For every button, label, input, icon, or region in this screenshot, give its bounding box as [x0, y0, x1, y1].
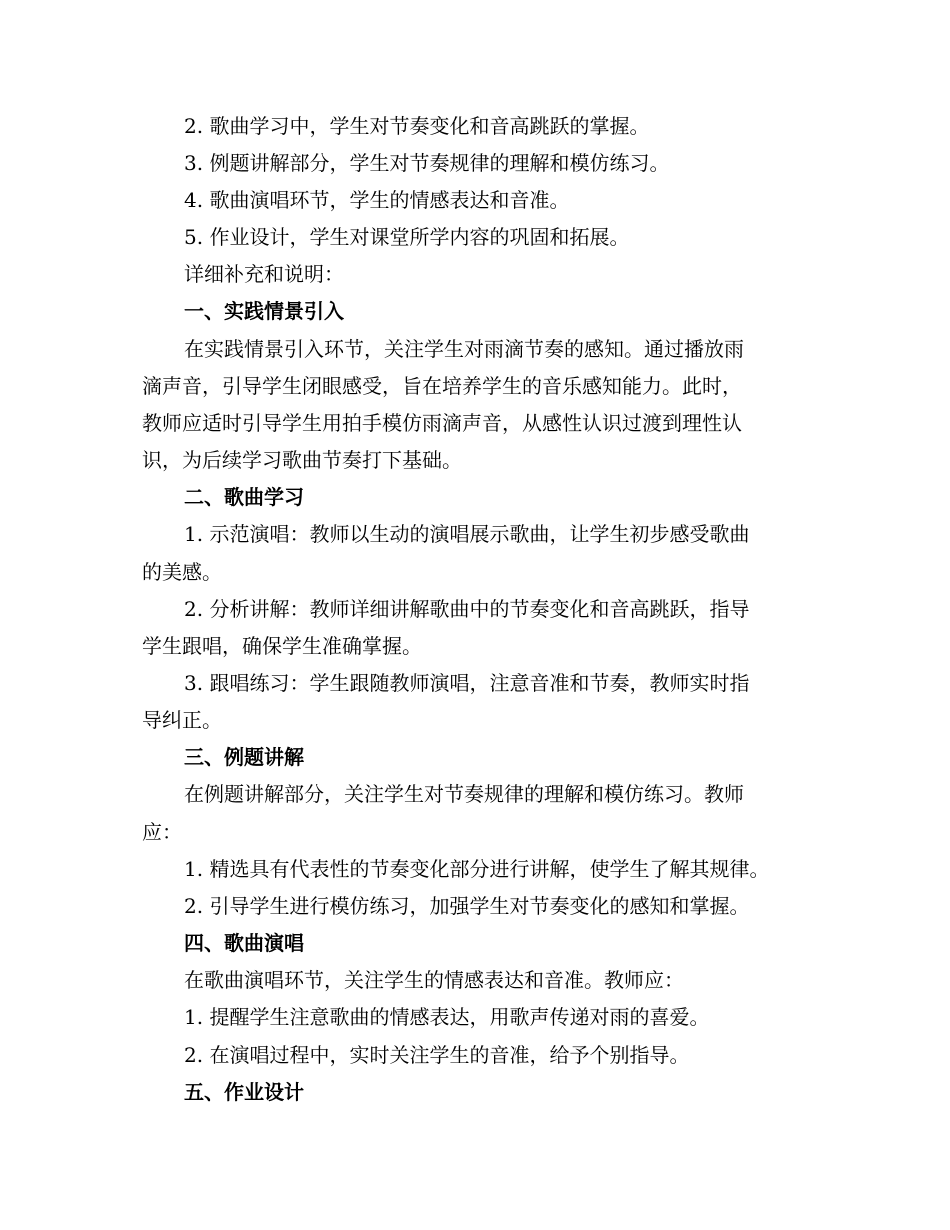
intro-label: 详细补充和说明：	[184, 262, 344, 286]
section-heading-2: 二、歌曲学习	[184, 485, 304, 509]
list-item: 2. 引导学生进行模仿练习，加强学生对节奏变化的感知和掌握。	[184, 894, 750, 918]
paragraph-line: 识，为后续学习歌曲节奏打下基础。	[142, 448, 462, 472]
list-item: 3. 跟唱练习：学生跟随教师演唱，注意音准和节奏，教师实时指	[184, 671, 750, 695]
list-item: 3. 例题讲解部分，学生对节奏规律的理解和模仿练习。	[184, 151, 670, 175]
paragraph-line: 在歌曲演唱环节，关注学生的情感表达和音准。教师应：	[184, 968, 684, 992]
list-item-continuation: 学生跟唱，确保学生准确掌握。	[142, 634, 422, 658]
list-item: 2. 分析讲解：教师详细讲解歌曲中的节奏变化和音高跳跃，指导	[184, 597, 750, 621]
list-item: 5. 作业设计，学生对课堂所学内容的巩固和拓展。	[184, 225, 630, 249]
list-item-continuation: 导纠正。	[142, 708, 222, 732]
section-heading-5: 五、作业设计	[184, 1080, 304, 1104]
paragraph-line: 在实践情景引入环节，关注学生对雨滴节奏的感知。通过播放雨	[184, 337, 744, 361]
list-item: 1. 精选具有代表性的节奏变化部分进行讲解，使学生了解其规律。	[184, 857, 770, 881]
list-item: 2. 歌曲学习中，学生对节奏变化和音高跳跃的掌握。	[184, 114, 650, 138]
list-item: 4. 歌曲演唱环节，学生的情感表达和音准。	[184, 188, 570, 212]
list-item-continuation: 的美感。	[142, 560, 222, 584]
paragraph-line: 在例题讲解部分，关注学生对节奏规律的理解和模仿练习。教师	[184, 782, 744, 806]
list-item: 1. 示范演唱：教师以生动的演唱展示歌曲，让学生初步感受歌曲	[184, 522, 750, 546]
paragraph-line: 应：	[142, 820, 182, 844]
section-heading-3: 三、例题讲解	[184, 745, 304, 769]
section-heading-1: 一、实践情景引入	[184, 299, 344, 323]
list-item: 2. 在演唱过程中，实时关注学生的音准，给予个别指导。	[184, 1043, 690, 1067]
paragraph-line: 滴声音，引导学生闭眼感受，旨在培养学生的音乐感知能力。此时，	[142, 374, 742, 398]
paragraph-line: 教师应适时引导学生用拍手模仿雨滴声音，从感性认识过渡到理性认	[142, 411, 742, 435]
list-item: 1. 提醒学生注意歌曲的情感表达，用歌声传递对雨的喜爱。	[184, 1005, 710, 1029]
section-heading-4: 四、歌曲演唱	[184, 931, 304, 955]
